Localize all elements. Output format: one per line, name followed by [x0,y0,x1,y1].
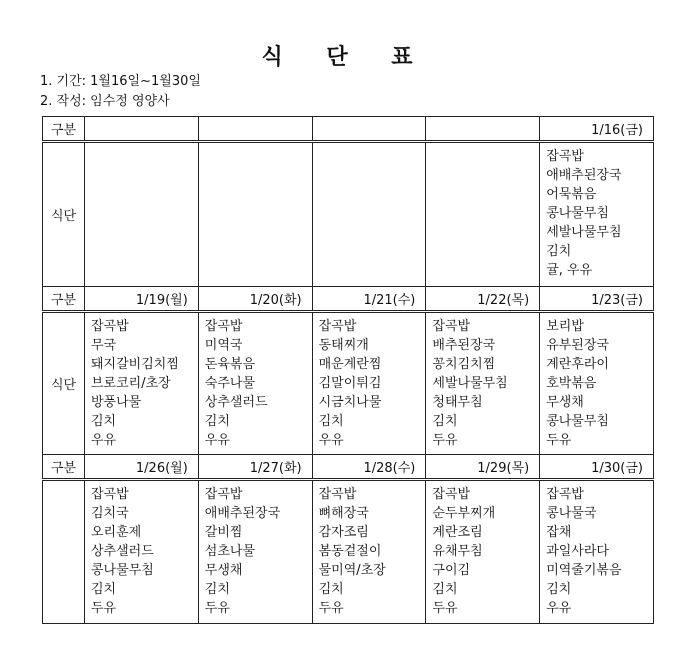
menu-table [42,116,654,624]
menu-cell [540,142,654,287]
menu-item: 김치 [318,414,344,429]
menu-cell [198,480,312,624]
menu-row [43,142,654,287]
day-header: 1/23(금) [540,287,654,312]
menu-item: 김치 [432,414,458,429]
author-info: 2. 작성: 임수정 영양사 [40,94,170,109]
menu-item: 유채무침 [432,544,483,559]
menu-cell [85,312,199,455]
menu-item: 김치 [318,582,344,597]
menu-item: 뼈해장국 [318,506,369,521]
menu-item: 두유 [204,601,230,616]
menu-item: 잡채 [546,525,572,540]
menu-item: 김치 [91,414,117,429]
menu-item: 애배추된장국 [546,168,622,183]
page-title: 식 단 표 [261,45,431,70]
category-label: 구분 [43,287,85,312]
menu-item: 계란조림 [432,525,483,540]
menu-item: 꽁치김치찜 [432,357,496,372]
category-label: 구분 [43,455,85,480]
menu-item: 청태무침 [432,395,483,410]
menu-item: 계란후라이 [546,357,609,372]
menu-item: 섬초나물 [204,544,256,559]
menu-item: 세발나물무침 [546,225,622,240]
menu-row [43,312,654,455]
menu-item: 시금치나물 [318,395,382,410]
menu-item: 돈육볶음 [204,357,256,372]
menu-item: 귤, 우유 [546,263,593,278]
menu-item: 상추샐러드 [91,544,154,559]
menu-item: 돼지갈비김치찜 [91,357,179,372]
menu-row [43,480,654,624]
menu-item: 오리훈제 [91,525,142,540]
day-header: 1/29(목) [426,455,540,480]
day-header: 1/22(목) [426,287,540,312]
menu-item: 애배추된장국 [204,506,281,521]
menu-item: 매운계란찜 [318,357,382,372]
menu-item: 숙주나물 [204,376,256,391]
day-header: 1/26(월) [85,455,199,480]
menu-cell [426,142,540,287]
menu-item: 잡곡밥 [318,487,357,502]
menu-item: 김치 [91,582,117,597]
menu-cell [312,480,426,624]
day-header: 1/30(금) [540,455,654,480]
menu-item: 배추된장국 [432,338,496,353]
day-header: 1/21(수) [312,287,426,312]
menu-item: 보리밥 [546,319,584,334]
menu-item: 감자조림 [318,525,369,540]
period-info: 1. 기간: 1월16일~1월30일 [40,74,201,89]
menu-cell [426,312,540,455]
menu-item: 두유 [432,601,458,616]
menu-item: 잡곡밥 [318,319,357,334]
menu-item: 과일사라다 [546,544,609,559]
day-header [198,117,312,142]
menu-item: 무생채 [204,563,243,578]
day-header: 1/28(수) [312,455,426,480]
day-header: 1/16(금) [540,117,654,142]
menu-item: 우유 [546,601,572,616]
day-header [426,117,540,142]
menu-item: 동태찌개 [318,338,369,353]
menu-label: 식단 [43,142,85,287]
menu-cell [312,142,426,287]
menu-item: 잡곡밥 [204,319,243,334]
menu-item: 상추샐러드 [204,395,268,410]
menu-item: 잡곡밥 [91,487,129,502]
day-header: 1/27(화) [198,455,312,480]
menu-item: 잡곡밥 [546,487,584,502]
day-header: 1/19(월) [85,287,199,312]
menu-item: 우유 [91,433,117,448]
day-header: 1/20(화) [198,287,312,312]
menu-item: 콩나물국 [546,506,597,521]
menu-item: 미역국 [204,338,243,353]
day-header [85,117,199,142]
menu-item: 잡곡밥 [546,149,584,164]
menu-cell [312,312,426,455]
menu-cell [198,312,312,455]
menu-item: 김치 [432,582,458,597]
menu-label [43,480,85,624]
menu-item: 두유 [318,601,344,616]
menu-item: 순두부찌개 [432,506,496,521]
menu-item: 김치 [546,244,572,259]
menu-item: 김말이튀김 [318,376,382,391]
menu-item: 잡곡밥 [204,487,243,502]
menu-item: 우유 [318,433,344,448]
menu-item: 무국 [91,338,117,353]
menu-item: 무생채 [546,395,584,410]
menu-item: 미역줄기볶음 [546,563,622,578]
menu-item: 어묵볶음 [546,187,597,202]
menu-item: 잡곡밥 [432,487,471,502]
menu-item: 김치 [546,582,572,597]
menu-item: 유부된장국 [546,338,609,353]
header-row [43,455,654,480]
menu-item: 잡곡밥 [432,319,471,334]
menu-item: 두유 [432,433,458,448]
day-header [312,117,426,142]
menu-item: 김치국 [91,506,129,521]
menu-item: 잡곡밥 [91,319,129,334]
menu-item: 구이김 [432,563,471,578]
menu-item: 호박볶음 [546,376,597,391]
header-row [43,287,654,312]
menu-item: 우유 [204,433,230,448]
menu-item: 봄동겉절이 [318,544,382,559]
menu-item: 세발나물무침 [432,376,508,391]
menu-item: 두유 [91,601,117,616]
category-label: 구분 [43,117,85,142]
menu-item: 갈비찜 [204,525,243,540]
menu-item: 브로코리/초장 [91,376,171,391]
menu-cell [426,480,540,624]
menu-cell [540,480,654,624]
menu-item: 두유 [546,433,572,448]
menu-cell [540,312,654,455]
menu-cell [85,142,199,287]
menu-item: 방풍나물 [91,395,142,410]
menu-cell [198,142,312,287]
menu-item: 콩나물무침 [546,414,609,429]
menu-item: 김치 [204,582,230,597]
menu-item: 물미역/초장 [318,563,386,578]
menu-cell [85,480,199,624]
header-row [43,117,654,142]
menu-label: 식단 [43,312,85,455]
menu-item: 김치 [204,414,230,429]
menu-item: 콩나물무침 [91,563,154,578]
menu-item: 콩나물무침 [546,206,609,221]
